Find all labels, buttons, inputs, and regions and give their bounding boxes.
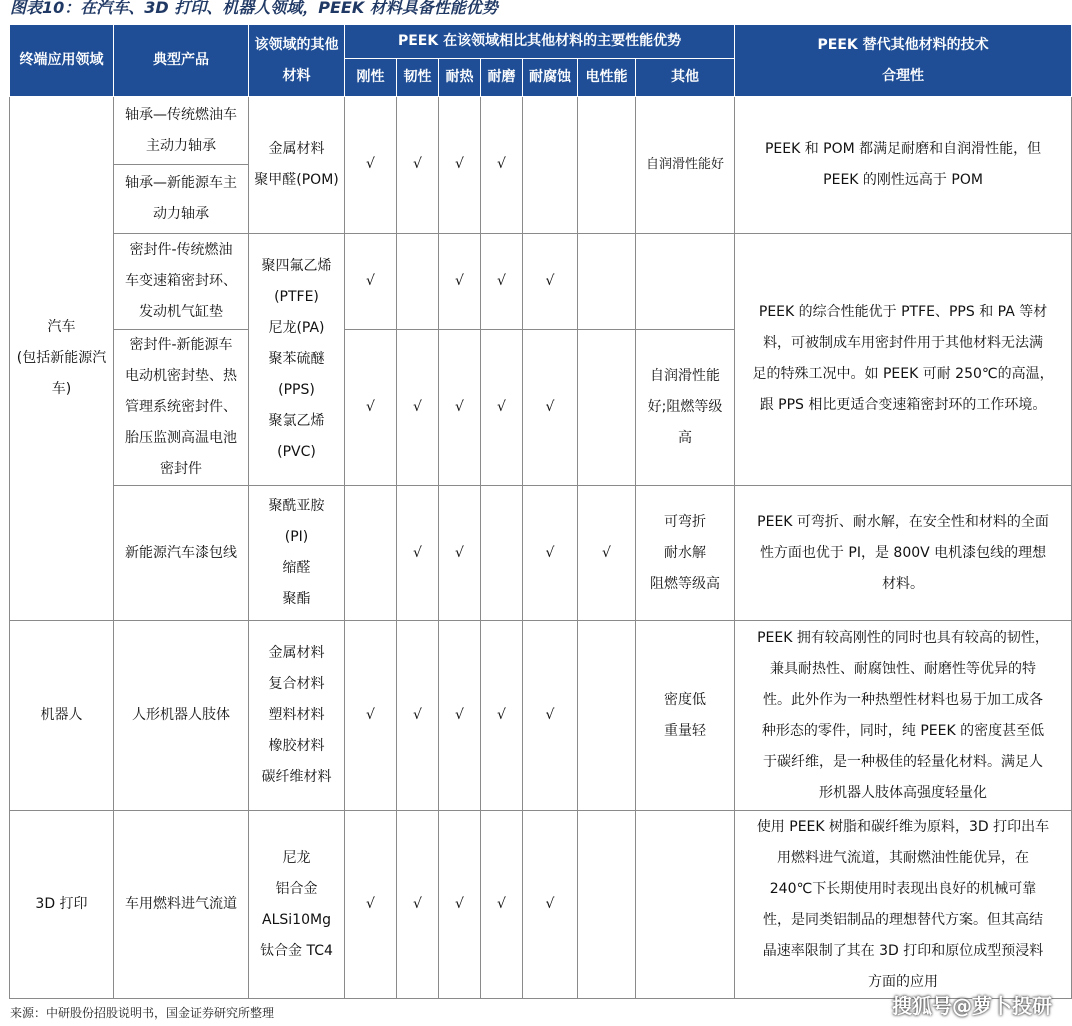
check-mark: √	[481, 233, 523, 329]
check-mark: √	[397, 329, 439, 486]
check-mark: √	[439, 97, 481, 234]
header-toughness: 韧性	[397, 59, 439, 97]
check-mark: √	[439, 329, 481, 486]
check-mark: √	[481, 97, 523, 234]
check-mark: √	[523, 811, 578, 999]
check-mark: √	[523, 233, 578, 329]
check-mark: √	[481, 621, 523, 811]
check-mark: √	[397, 97, 439, 234]
empty-cell	[578, 233, 636, 329]
figure-title: 图表10：在汽车、3D 打印、机器人领域，PEEK 材料具备性能优势	[10, 0, 498, 17]
sector-3d-print: 3D 打印	[10, 811, 114, 999]
other-seal: 自润滑性能 好;阻燃等级 高	[636, 329, 735, 486]
product-seal-ice: 密封件-传统燃油 车变速箱密封环、 发动机气缸垫	[114, 233, 249, 329]
check-mark: √	[345, 811, 397, 999]
sector-robot: 机器人	[10, 621, 114, 811]
empty-cell	[481, 486, 523, 621]
header-product: 典型产品	[114, 25, 249, 97]
check-mark: √	[439, 621, 481, 811]
check-mark: √	[345, 233, 397, 329]
other-robot: 密度低 重量轻	[636, 621, 735, 811]
check-mark: √	[397, 621, 439, 811]
header-rigidity: 刚性	[345, 59, 397, 97]
source-note: 来源：中研股份招股说明书，国金证券研究所整理	[10, 1006, 275, 1020]
materials-wire: 聚酰亚胺 (PI) 缩醛 聚酯	[249, 486, 345, 621]
header-wear: 耐磨	[481, 59, 523, 97]
header-other-materials: 该领域的其他 材料	[249, 25, 345, 97]
check-mark: √	[578, 486, 636, 621]
product-bearing-ice: 轴承—传统燃油车 主动力轴承	[114, 97, 249, 165]
empty-cell	[345, 486, 397, 621]
reason-robot: PEEK 拥有较高刚性的同时也具有较高的韧性， 兼具耐热性、耐腐蚀性、耐磨性等优异的特 性。此外作为一种热塑性材料也易于加工成各 种形态的零件，同时，纯 PEEK 的密度甚至低 于碳纤维，是一种极佳的轻量化材料。满足人 形机器人肢体高强度轻量化	[735, 621, 1072, 811]
materials-3d: 尼龙 铝合金 ALSi10Mg 钛合金 TC4	[249, 811, 345, 999]
check-mark: √	[523, 486, 578, 621]
empty-cell	[578, 329, 636, 486]
header-sector: 终端应用领域	[10, 25, 114, 97]
materials-robot: 金属材料 复合材料 塑料材料 橡胶材料 碳纤维材料	[249, 621, 345, 811]
empty-cell	[636, 233, 735, 329]
check-mark: √	[439, 811, 481, 999]
check-mark: √	[397, 486, 439, 621]
other-bearing: 自润滑性能好	[636, 97, 735, 234]
check-mark: √	[345, 97, 397, 234]
product-fuel-intake: 车用燃料进气流道	[114, 811, 249, 999]
empty-cell	[523, 97, 578, 234]
product-enameled-wire: 新能源汽车漆包线	[114, 486, 249, 621]
reason-3d: 使用 PEEK 树脂和碳纤维为原料，3D 打印出车 用燃料进气流道，其耐燃油性能优异，在 240℃下长期使用时表现出良好的机械可靠 性，是同类铝制品的理想替代方案。但其高结 晶速率限制了其在 3D 打印和原位成型预浸料 方面的应用	[735, 811, 1072, 999]
header-perf-group: PEEK 在该领域相比其他材料的主要性能优势	[345, 25, 735, 59]
header-electrical: 电性能	[578, 59, 636, 97]
check-mark: √	[397, 811, 439, 999]
check-mark: √	[345, 621, 397, 811]
reason-wire: PEEK 可弯折、耐水解，在安全性和材料的全面 性方面也优于 PI，是 800V 电机漆包线的理想 材料。	[735, 486, 1072, 621]
empty-cell	[636, 811, 735, 999]
reason-seal: PEEK 的综合性能优于 PTFE、PPS 和 PA 等材 料，可被制成车用密封件用于其他材料无法满 足的特殊工况中。如 PEEK 可耐 250℃的高温， 跟 PPS 相比更适合变速箱密封环的工作环境。	[735, 233, 1072, 486]
watermark: 搜狐号@萝卜投研	[892, 994, 1052, 1018]
materials-bearing: 金属材料 聚甲醛(POM)	[249, 97, 345, 234]
reason-bearing: PEEK 和 POM 都满足耐磨和自润滑性能，但 PEEK 的刚性远高于 POM	[735, 97, 1072, 234]
check-mark: √	[481, 811, 523, 999]
empty-cell	[397, 233, 439, 329]
empty-cell	[578, 811, 636, 999]
header-corrosion: 耐腐蚀	[523, 59, 578, 97]
other-wire: 可弯折 耐水解 阻燃等级高	[636, 486, 735, 621]
check-mark: √	[523, 329, 578, 486]
check-mark: √	[481, 329, 523, 486]
empty-cell	[578, 621, 636, 811]
peek-comparison-table-lower	[9, 620, 1072, 999]
check-mark: √	[439, 233, 481, 329]
check-mark: √	[345, 329, 397, 486]
check-mark: √	[439, 486, 481, 621]
product-seal-nev: 密封件-新能源车 电动机密封垫、热 管理系统密封件、 胎压监测高温电池 密封件	[114, 329, 249, 486]
product-bearing-nev: 轴承—新能源车主 动力轴承	[114, 165, 249, 233]
empty-cell	[578, 97, 636, 234]
peek-comparison-table	[9, 24, 1072, 621]
check-mark: √	[523, 621, 578, 811]
header-other: 其他	[636, 59, 735, 97]
materials-seal: 聚四氟乙烯 (PTFE) 尼龙(PA) 聚苯硫醚 (PPS) 聚氯乙烯 (PVC)	[249, 233, 345, 486]
header-reason: PEEK 替代其他材料的技术 合理性	[735, 25, 1072, 97]
header-heat: 耐热	[439, 59, 481, 97]
product-robot-limb: 人形机器人肢体	[114, 621, 249, 811]
sector-auto: 汽车 (包括新能源汽 车)	[10, 97, 114, 621]
